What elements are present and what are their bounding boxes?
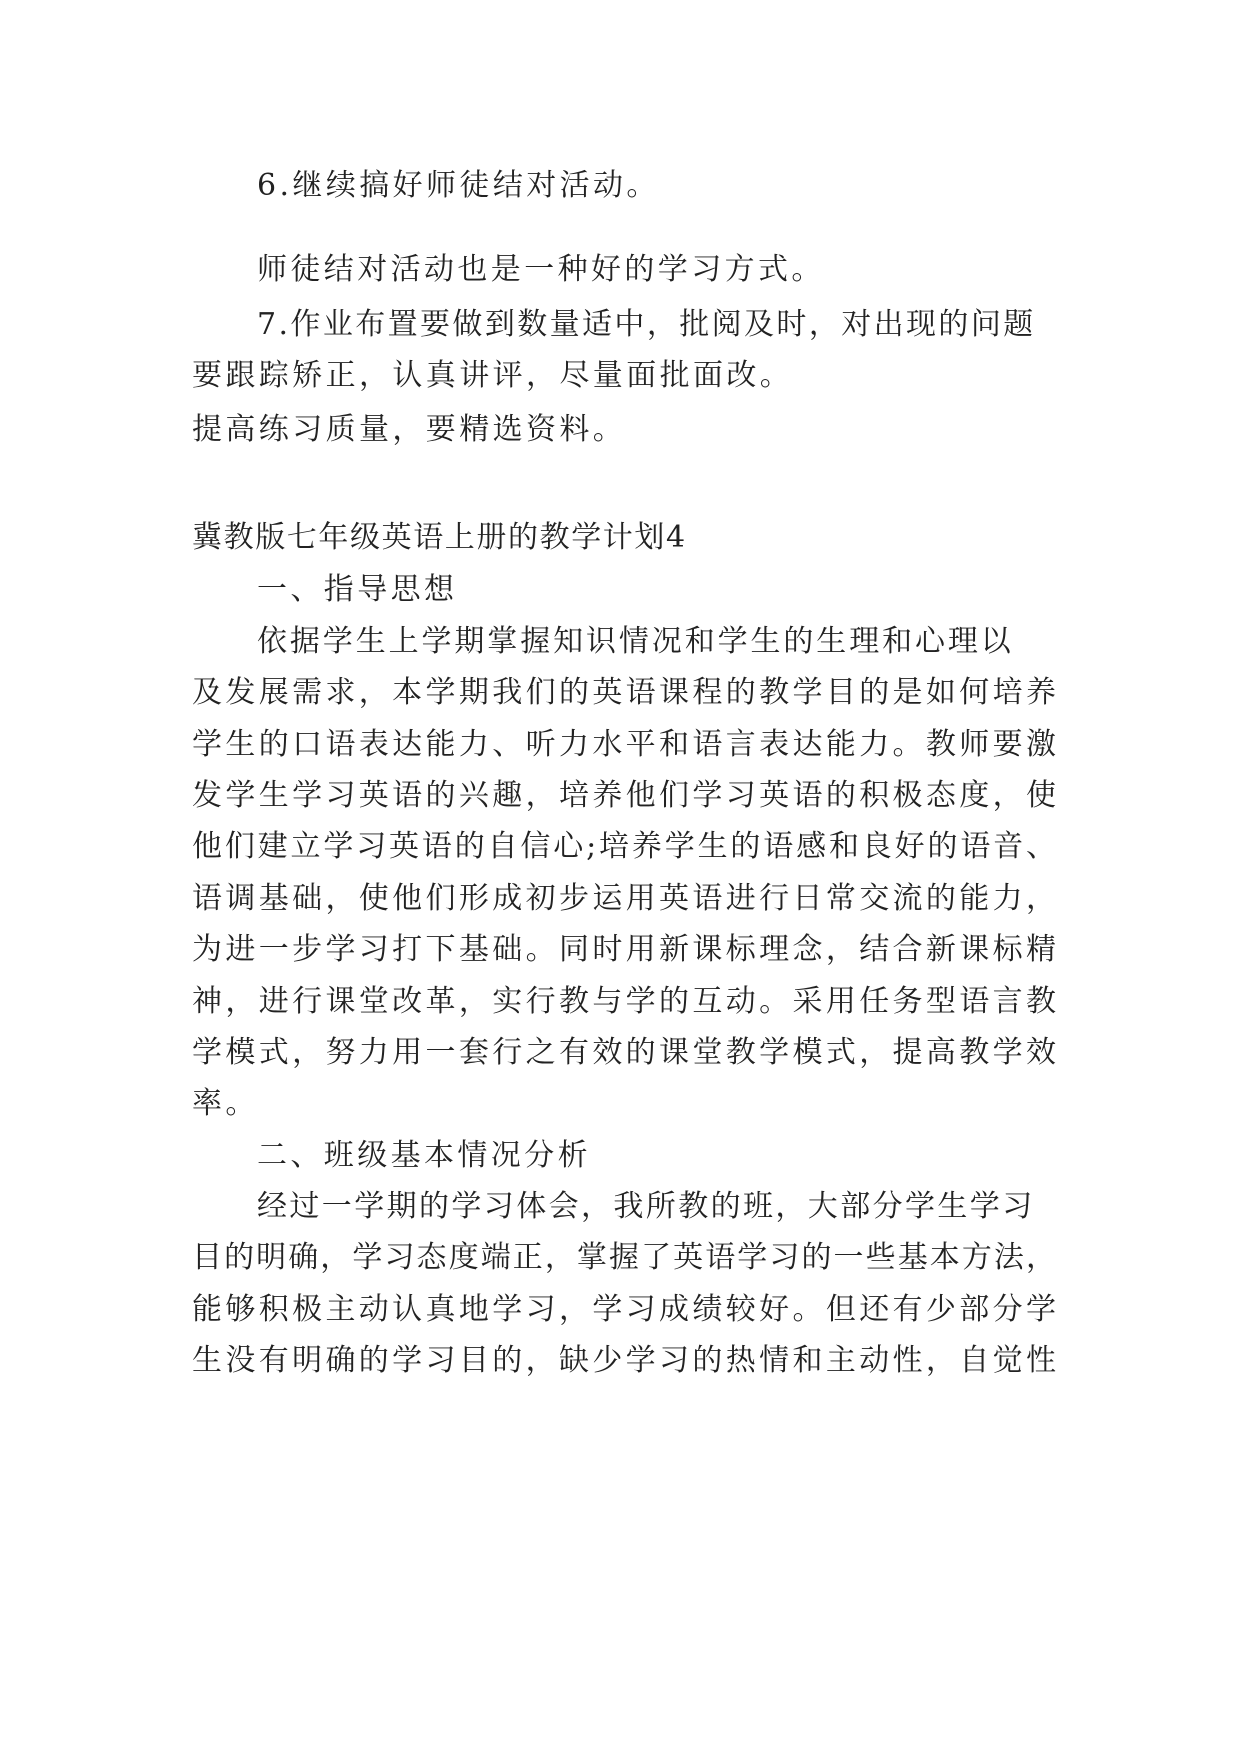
section-heading-2: 二、班级基本情况分析: [257, 1138, 591, 1173]
paragraph-line: 目的明确，学习态度端正，掌握了英语学习的一些基本方法，: [192, 1240, 1056, 1275]
paragraph-line: 率。: [192, 1086, 259, 1121]
paragraph-line: 学生的口语表达能力、听力水平和语言表达能力。教师要激: [192, 727, 1056, 762]
paragraph-line: 能够积极主动认真地学习，学习成绩较好。但还有少部分学: [192, 1292, 1056, 1327]
section-heading-1: 一、指导思想: [257, 572, 458, 607]
section-title: 冀教版七年级英语上册的教学计划4: [192, 520, 687, 555]
paragraph-line: 发学生学习英语的兴趣，培养他们学习英语的积极态度，使: [192, 778, 1056, 813]
paragraph-line: 他们建立学习英语的自信心;培养学生的语感和良好的语音、: [192, 829, 1056, 864]
list-item-7: 7.作业布置要做到数量适中，批阅及时，对出现的问题: [257, 307, 1036, 342]
paragraph-line: 神，进行课堂改革，实行教与学的互动。采用任务型语言教: [192, 984, 1056, 1019]
paragraph-line: 及发展需求，本学期我们的英语课程的教学目的是如何培养: [192, 675, 1056, 710]
paragraph-line: 为进一步学习打下基础。同时用新课标理念，结合新课标精: [192, 932, 1056, 967]
paragraph-line: 生没有明确的学习目的，缺少学习的热情和主动性，自觉性: [192, 1343, 1056, 1378]
paragraph-line: 经过一学期的学习体会，我所教的班，大部分学生学习: [257, 1189, 1035, 1224]
paragraph-line: 依据学生上学期掌握知识情况和学生的生理和心理以: [257, 624, 1014, 659]
paragraph-line: 师徒结对活动也是一种好的学习方式。: [257, 252, 825, 287]
list-item-6: 6.继续搞好师徒结对活动。: [257, 168, 660, 203]
paragraph-line: 要跟踪矫正，认真讲评，尽量面批面改。: [192, 358, 794, 393]
paragraph-line: 学模式，努力用一套行之有效的课堂教学模式，提高教学效: [192, 1035, 1056, 1070]
paragraph-line: 提高练习质量，要精选资料。: [192, 412, 627, 447]
paragraph-line: 语调基础，使他们形成初步运用英语进行日常交流的能力，: [192, 881, 1056, 916]
